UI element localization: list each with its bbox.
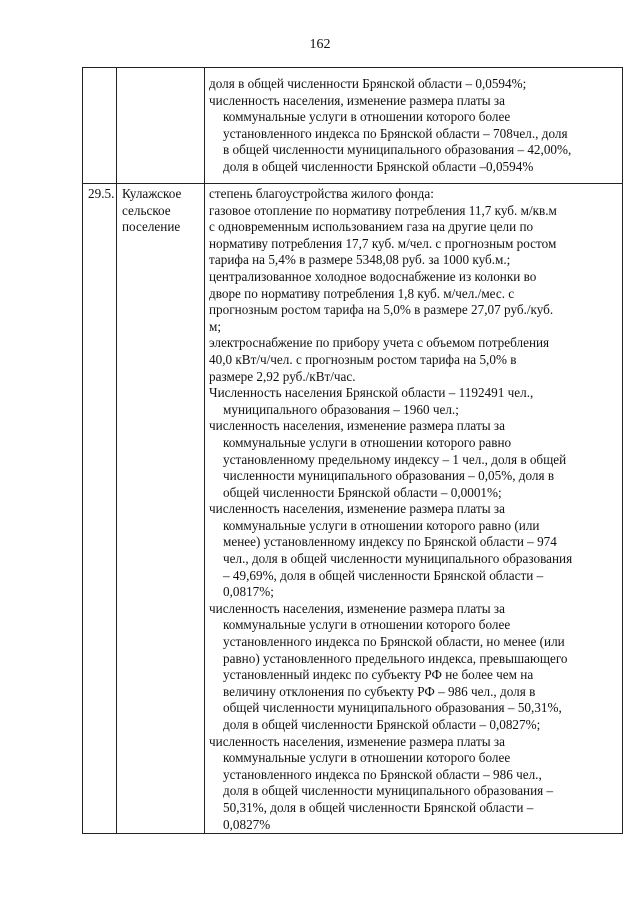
table-body [83, 68, 623, 834]
description-cell [205, 68, 623, 184]
description-line: численность населения, изменение размера платы за [209, 92, 505, 108]
description-line: коммунальные услуги в отношении которого более [223, 617, 511, 633]
row-number-cell [83, 184, 117, 834]
description-line: численность населения, изменение размера платы за [209, 501, 505, 517]
description-line: – 49,69%, доля в общей численности Брянской области – [223, 567, 544, 583]
data-table [82, 67, 623, 834]
description-line: коммунальные услуги в отношении которого равно (или [223, 517, 540, 533]
description-line: численности муниципального образования – 0,05%, доля в [223, 468, 555, 484]
description-line: газовое отопление по нормативу потребления 11,7 куб. м/кв.м [209, 202, 557, 218]
description-line: размере 2,92 руб./кВт/час. [209, 368, 356, 384]
description-line: 50,31%, доля в общей численности Брянской области – [223, 799, 534, 815]
description-line: общей численности муниципального образования – 50,31%, [223, 700, 562, 716]
description-line: установленного индекса по Брянской области – 986 чел., [223, 766, 542, 782]
description-line: с одновременным использованием газа на другие цели по [209, 219, 534, 235]
description-line: общей численности Брянской области – 0,0001%; [223, 484, 502, 500]
settlement-name-line: сельское [122, 202, 171, 218]
description-line: доля в общей численности Брянской области – 0,0594%; [209, 76, 527, 91]
description-line: Численность населения Брянской области – 1192491 чел., [209, 385, 534, 401]
description-line: тарифа на 5,4% в размере 5348,08 руб. за 1000 куб.м.; [209, 252, 511, 268]
page-number: 162 [309, 37, 331, 52]
table-row [83, 184, 623, 834]
description-line: 0,0827% [223, 816, 271, 832]
description-line: муниципального образования – 1960 чел.; [223, 401, 459, 417]
description-line: установленный индекс по субъекту РФ не более чем на [223, 667, 534, 683]
description-line: установленного индекса по Брянской области – 708чел., доля [223, 125, 568, 141]
settlement-name-cell [117, 68, 205, 184]
settlement-name-line: Кулажское [122, 186, 182, 201]
description-line: в общей численности муниципального образования – 42,00%, [223, 142, 572, 158]
description-line: централизованное холодное водоснабжение из колонки во [209, 268, 537, 284]
description-line: равно) установленного предельного индекса, превышающего [223, 650, 568, 666]
description-line: степень благоустройства жилого фонда: [209, 186, 434, 201]
description-line: величину отклонения по субъекту РФ – 986 чел., доля в [223, 683, 536, 699]
row-number: 29.5. [88, 186, 115, 201]
description-line: установленного индекса по Брянской области, но менее (или [223, 634, 565, 650]
description-line: доля в общей численности муниципального образования – [223, 783, 554, 799]
description-line: доля в общей численности Брянской области –0,0594% [223, 158, 534, 174]
description-line: 40,0 кВт/ч/чел. с прогнозным ростом тарифа на 5,0% в [209, 351, 517, 367]
description-line: численность населения, изменение размера платы за [209, 600, 505, 616]
settlement-name-cell [117, 184, 205, 834]
description-line: коммунальные услуги в отношении которого равно [223, 434, 512, 450]
table-row [83, 68, 623, 184]
description-line: электроснабжение по прибору учета с объемом потребления [209, 335, 550, 351]
row-number-cell [83, 68, 117, 184]
description-line: нормативу потребления 17,7 куб. м/чел. с прогнозным ростом [209, 235, 557, 251]
description-line: чел., доля в общей численности муниципального образования [223, 551, 573, 567]
description-line: дворе по нормативу потребления 1,8 куб. м/чел./мес. с [209, 285, 515, 301]
description-line: коммунальные услуги в отношении которого более [223, 109, 511, 125]
description-line: 0,0817%; [223, 584, 274, 600]
description-line: м; [209, 318, 222, 334]
description-cell [205, 184, 623, 834]
description-line: коммунальные услуги в отношении которого более [223, 750, 511, 766]
description-line: численность населения, изменение размера платы за [209, 733, 505, 749]
description-line: менее) установленному индексу по Брянской области – 974 [223, 534, 557, 550]
description-line: установленному предельному индексу – 1 чел., доля в общей [223, 451, 567, 467]
settlement-name-line: поселение [122, 219, 181, 235]
description-line: доля в общей численности Брянской области – 0,0827%; [223, 717, 541, 732]
description-line: прогнозным ростом тарифа на 5,0% в размере 27,07 руб./куб. [209, 302, 554, 318]
description-line: численность населения, изменение размера платы за [209, 418, 505, 434]
